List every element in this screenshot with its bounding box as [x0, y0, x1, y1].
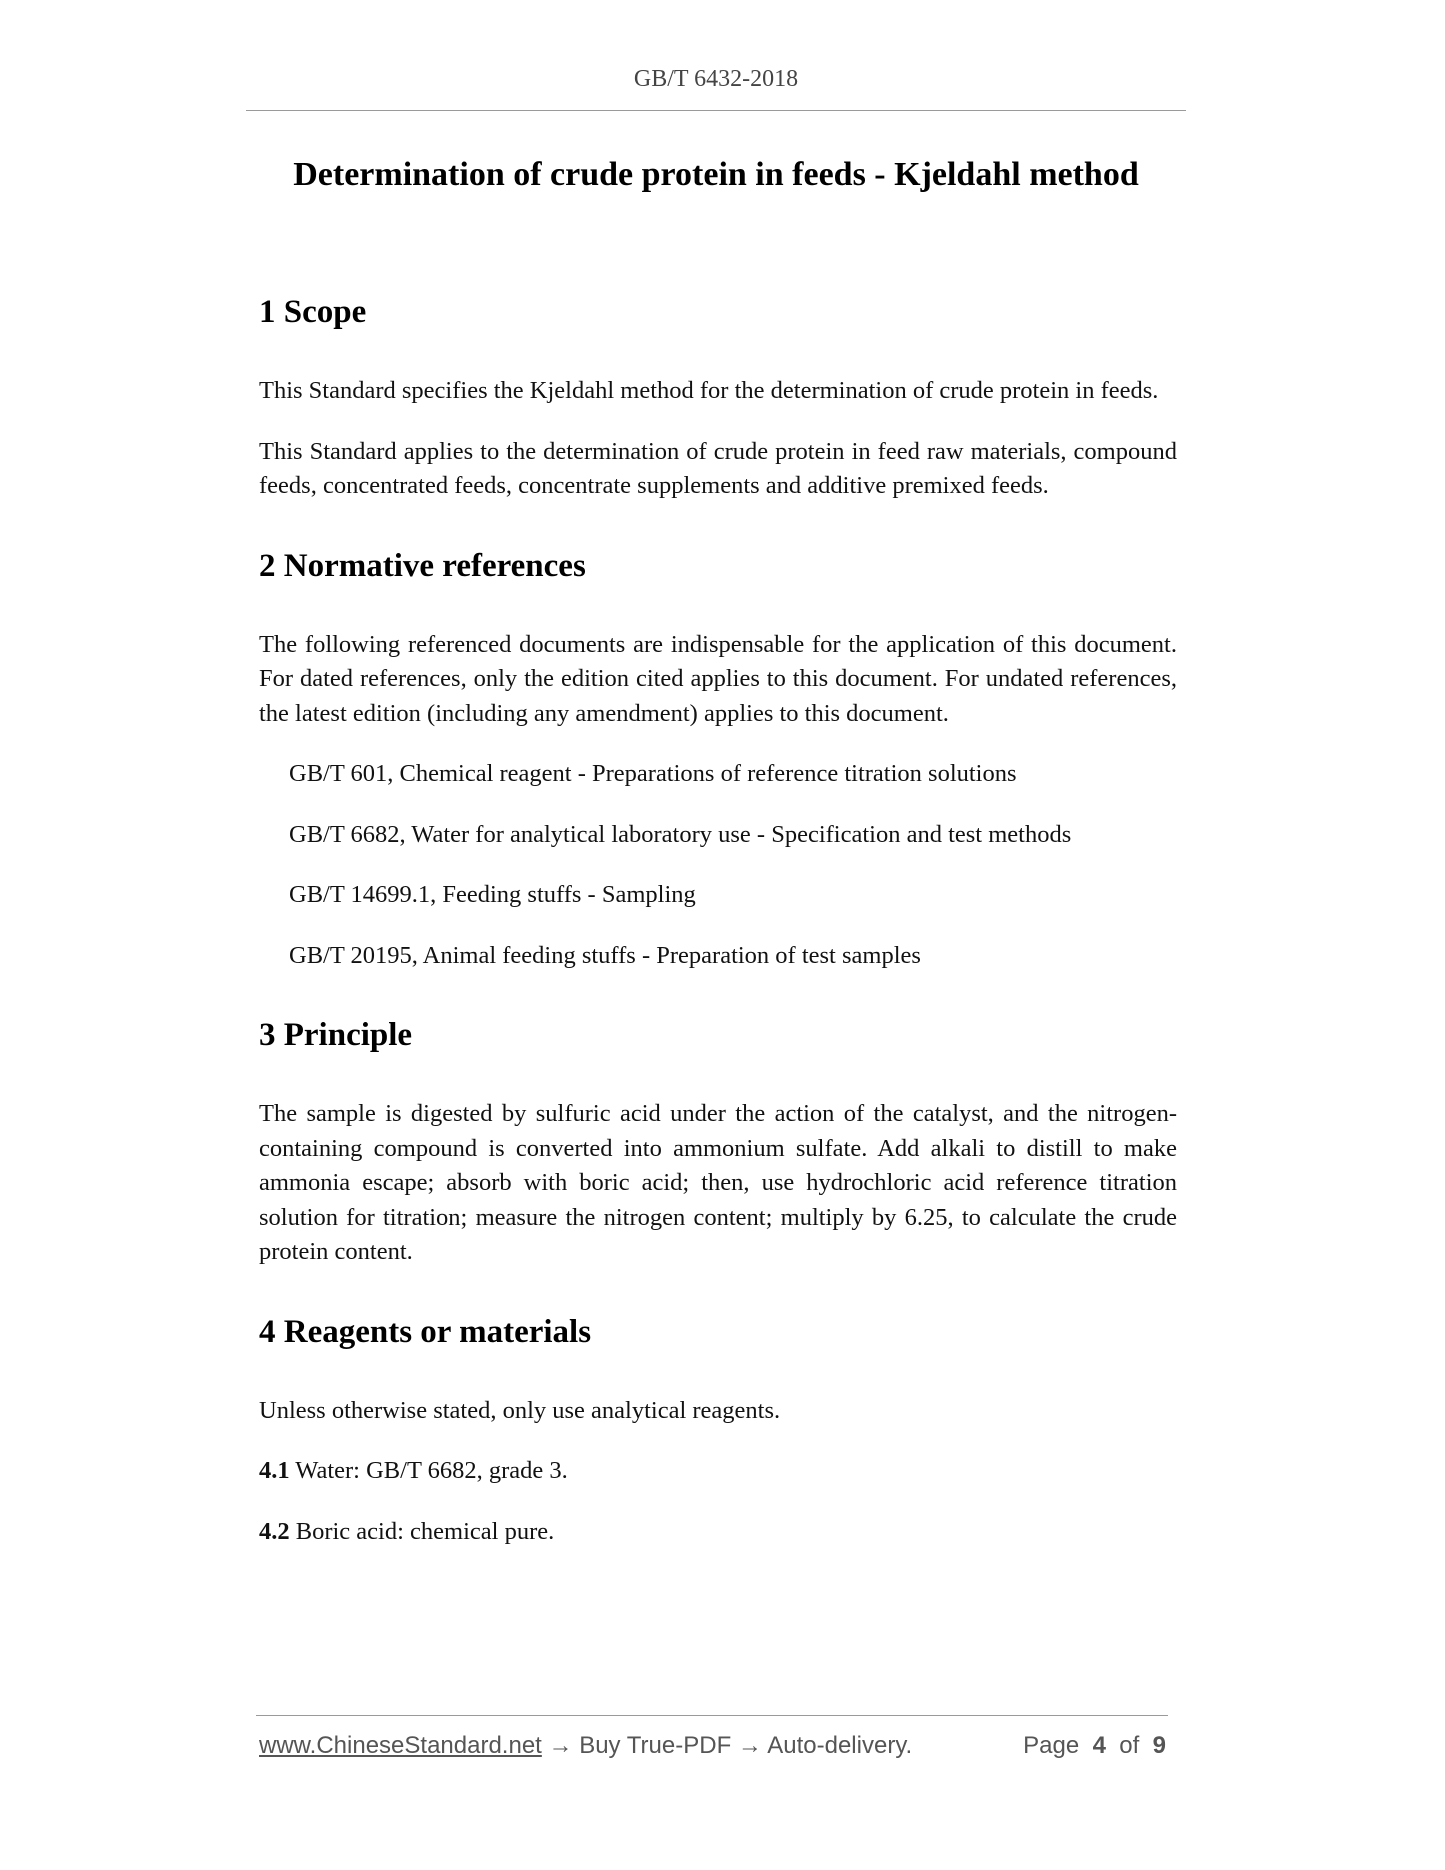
page-indicator: [1023, 1732, 1166, 1760]
section-reagents: [259, 1310, 1177, 1550]
running-header: GB/T 6432-2018: [633, 66, 799, 92]
section-principle: [259, 1013, 1177, 1270]
normative-intro: The following referenced documents are indispensable for the application of this document. For dated references, only the edition cited applies to this document. For undated references, the latest edition (including any amendment) applies to this document.: [259, 630, 1177, 727]
section-heading-principle: 3 Principle: [259, 1017, 413, 1053]
page-current: 4: [1092, 1732, 1106, 1759]
reagent-item-number: 4.2: [259, 1517, 290, 1545]
reagent-item-text: Boric acid: chemical pure.: [289, 1517, 555, 1545]
section-heading-normative-references: 2 Normative references: [259, 547, 586, 584]
footer-divider: [256, 1715, 1168, 1716]
page-total: 9: [1152, 1732, 1166, 1759]
document-title: Determination of crude protein in feeds - Kjeldahl method: [293, 156, 1139, 193]
section-heading-reagents: 4 Reagents or materials: [259, 1313, 592, 1350]
page-of-label: of: [1119, 1732, 1140, 1759]
buy-pdf-text: Buy True-PDF: [579, 1732, 732, 1759]
header-divider: [246, 110, 1186, 111]
arrow-right-icon: →: [731, 1732, 768, 1759]
reagent-item-number: 4.1: [259, 1457, 290, 1484]
principle-paragraph: The sample is digested by sulfuric acid under the action of the catalyst, and the nitrogen-containing compound is converted into ammonium sulfate. Add alkali to distill to make ammonia escape; absorb with boric acid; then, use hydrochloric acid reference titration solution for titration; measure the nitrogen content; multiply by 6.25, to calculate the crude protein content.: [259, 1100, 1177, 1265]
auto-delivery-text: Auto-delivery.: [767, 1732, 913, 1759]
reagent-item-text: Water: GB/T 6682, grade 3.: [289, 1457, 568, 1484]
reference-item: GB/T 14699.1, Feeding stuffs - Sampling: [289, 881, 696, 908]
footer-promo: [259, 1732, 912, 1760]
section-normative-references: [259, 544, 1177, 974]
scope-paragraph: This Standard applies to the determination of crude protein in feed raw materials, compound feeds, concentrated feeds, concentrate supplements and additive premixed feeds.: [259, 437, 1177, 499]
reagent-item: [259, 1454, 1177, 1489]
reagent-item: [259, 1515, 1177, 1550]
reference-item: GB/T 20195, Animal feeding stuffs - Preparation of test samples: [289, 941, 921, 969]
section-scope: [259, 290, 1177, 504]
document-body: [259, 290, 1177, 1575]
website-link[interactable]: www.ChineseStandard.net: [259, 1732, 542, 1759]
scope-paragraph: This Standard specifies the Kjeldahl method for the determination of crude protein in feeds.: [259, 377, 1159, 404]
reference-item: GB/T 601, Chemical reagent - Preparations of reference titration solutions: [289, 760, 1017, 787]
reagents-intro: Unless otherwise stated, only use analytical reagents.: [259, 1396, 781, 1424]
section-heading-scope: 1 Scope: [259, 294, 367, 330]
page-label: Page: [1023, 1732, 1080, 1759]
arrow-right-icon: →: [541, 1732, 580, 1759]
reference-item: GB/T 6682, Water for analytical laboratory use - Specification and test methods: [289, 820, 1072, 848]
